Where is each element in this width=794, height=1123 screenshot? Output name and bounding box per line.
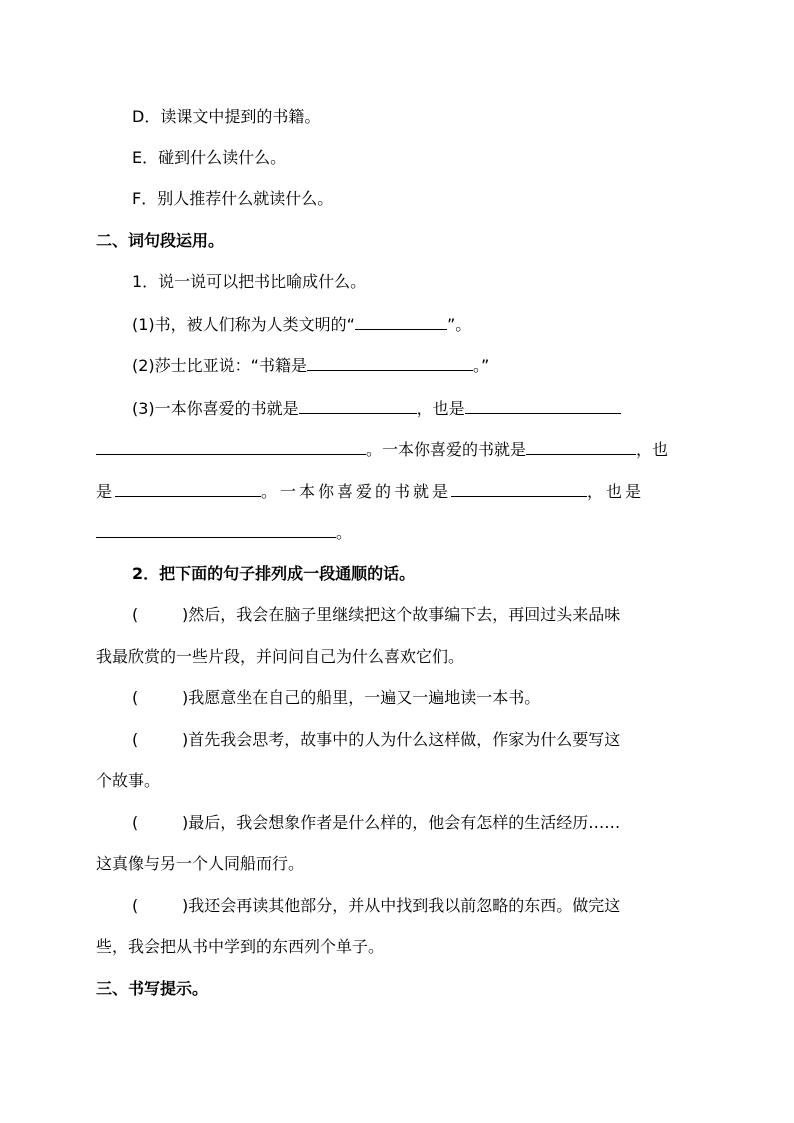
answer-blank[interactable]: [299, 397, 417, 414]
q2-sentence-5-cont: 些，我会把从书中学到的东西列个单子。: [96, 937, 385, 956]
q1-item3-line2: [96, 438, 668, 461]
q1-item3-pre: (3)一本你喜爱的书就是: [132, 399, 299, 418]
q1-item1-pre: (1)书，被人们称为人类文明的“: [132, 315, 355, 334]
q1-item2: [132, 354, 489, 377]
option-d: D．读课文中提到的书籍。: [132, 107, 321, 126]
answer-blank[interactable]: [465, 397, 621, 414]
answer-blank[interactable]: [307, 354, 473, 371]
q1-item3-l3-mid1: 。一本你喜爱的书就是: [261, 482, 452, 501]
order-paren[interactable]: (: [132, 730, 139, 749]
answer-blank[interactable]: [355, 313, 447, 330]
option-e: E．碰到什么读什么。: [132, 148, 287, 167]
q1-item3-line1: [132, 397, 621, 420]
option-f: F．别人推荐什么就读什么。: [132, 189, 334, 208]
order-paren[interactable]: (: [132, 896, 139, 915]
q1-item3-l4-post: 。: [336, 523, 353, 542]
q1-item3-l3-mid2: ，也是: [587, 482, 645, 501]
order-paren[interactable]: (: [132, 813, 139, 832]
q2-sentence-1-cont: 我最欣赏的一些片段，并问问自己为什么喜欢它们。: [96, 647, 465, 666]
section3-heading: 三、书写提示。: [96, 979, 209, 998]
q2-sentence-5: [132, 895, 620, 917]
answer-blank[interactable]: [96, 438, 366, 455]
q2-sentence-3: [132, 729, 620, 751]
q2-sentence-4: [132, 812, 620, 834]
q1-item3-line4: [96, 521, 352, 544]
answer-blank[interactable]: [115, 480, 261, 497]
q2-sentence-2: [132, 687, 540, 709]
q2-sentence-3-cont: 个故事。: [96, 771, 161, 790]
q1-item1-post: ”。: [446, 315, 472, 334]
q1-item2-pre: (2)莎士比亚说：“书籍是: [132, 356, 307, 375]
sentence-text: )首先我会思考，故事中的人为什么这样做，作家为什么要写这: [182, 730, 621, 749]
sentence-text: )我愿意坐在自己的船里，一遍又一遍地读一本书。: [182, 688, 541, 707]
q1-item3-mid: ，也是: [416, 399, 465, 418]
sentence-text: )然后，我会在脑子里继续把这个故事编下去，再回过头来品味: [182, 605, 621, 624]
q1-item2-post: 。”: [472, 356, 490, 375]
order-paren[interactable]: (: [132, 688, 139, 707]
answer-blank[interactable]: [96, 521, 336, 538]
answer-blank[interactable]: [526, 438, 636, 455]
q1-item3-l2-post: ，也: [636, 440, 669, 459]
q2-sentence-4-cont: 这真像与另一个人同船而行。: [96, 854, 305, 873]
q1-item1: [132, 313, 471, 336]
section2-heading: 二、词句段运用。: [96, 231, 225, 250]
q1-item3-line3: [96, 480, 644, 503]
q1-item3-l3-pre: 是: [96, 482, 116, 501]
order-paren[interactable]: (: [132, 605, 139, 624]
q1-item3-l2-mid: 。一本你喜爱的书就是: [366, 440, 527, 459]
q2-sentence-1: [132, 604, 620, 626]
answer-blank[interactable]: [451, 480, 587, 497]
sentence-text: )我还会再读其他部分，并从中找到我以前忽略的东西。做完这: [182, 896, 621, 915]
q2-title: 2．把下面的句子排列成一段通顺的话。: [132, 564, 416, 583]
q1-title: 1．说一说可以把书比喻成什么。: [132, 272, 367, 291]
sentence-text: )最后，我会想象作者是什么样的，他会有怎样的生活经历……: [182, 813, 621, 832]
